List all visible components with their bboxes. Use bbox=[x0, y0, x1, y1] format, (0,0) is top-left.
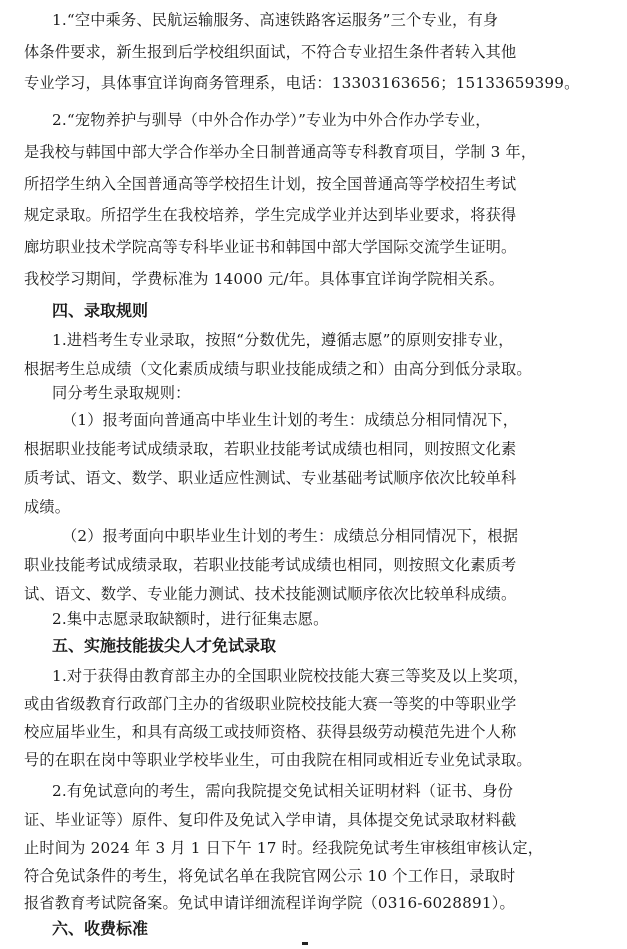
paragraph-line: 体条件要求，新生报到后学校组织面试，不符合专业招生条件者转入其他 bbox=[24, 43, 517, 61]
paragraph-line: 我校学习期间，学费标准为 14000 元/年。具体事宜详询学院相关系。 bbox=[24, 270, 505, 288]
paragraph-line: 是我校与韩国中部大学合作举办全日制普通高等专科教育项目，学制 3 年， bbox=[24, 143, 537, 161]
section-heading-fee-standard: 六、收费标准 bbox=[52, 919, 149, 938]
paragraph-line: 试、语文、数学、专业能力测试、技术技能测试顺序依次比较单科成绩。 bbox=[24, 585, 517, 603]
paragraph-line: 同分考生录取规则： bbox=[52, 384, 191, 402]
paragraph-line: 廊坊职业技术学院高等专科毕业证书和韩国中部大学国际交流学生证明。 bbox=[24, 238, 517, 256]
paragraph-line: 专业学习，具体事宜详询商务管理系，电话：13303163656；15133659399。 bbox=[24, 74, 580, 92]
paragraph-line: （1）报考面向普通高中毕业生计划的考生：成绩总分相同情况下， bbox=[62, 411, 519, 429]
paragraph-line: 1.进档考生专业录取，按照“分数优先，遵循志愿”的原则安排专业， bbox=[52, 331, 514, 349]
paragraph-line: 职业技能考试成绩录取，若职业技能考试成绩也相同，则按照文化素质考 bbox=[24, 556, 517, 574]
paragraph-line: 校应届毕业生，和具有高级工或技师资格、获得县级劳动模范先进个人称 bbox=[24, 723, 517, 741]
paragraph-line: 所招学生纳入全国普通高等学校招生计划，按全国普通高等学校招生考试 bbox=[24, 175, 517, 193]
paragraph-line: 止时间为 2024 年 3 月 1 日下午 17 时。经我院免试考生审核组审核认定， bbox=[24, 839, 544, 857]
paragraph-line: 或由省级教育行政部门主办的省级职业院校技能大赛一等奖的中等职业学 bbox=[24, 695, 517, 713]
paragraph-line: 1.对于获得由教育部主办的全国职业院校技能大赛三等奖及以上奖项， bbox=[52, 667, 529, 685]
page-edge-mark bbox=[302, 942, 308, 945]
paragraph-line: 号的在职在岗中等职业学校毕业生，可由我院在相同或相近专业免试录取。 bbox=[24, 751, 532, 769]
paragraph-line: 规定录取。所招学生在我校培养，学生完成学业并达到毕业要求，将获得 bbox=[24, 206, 517, 224]
paragraph-line: 2.“宠物养护与驯导（中外合作办学）”专业为中外合作办学专业， bbox=[52, 111, 491, 129]
section-heading-admission-rules: 四、录取规则 bbox=[52, 301, 149, 320]
paragraph-line: 符合免试条件的考生，将免试名单在我院官网公示 10 个工作日，录取时 bbox=[24, 867, 516, 885]
paragraph-line: 根据考生总成绩（文化素质成绩与职业技能成绩之和）由高分到低分录取。 bbox=[24, 360, 532, 378]
paragraph-line: 2.集中志愿录取缺额时，进行征集志愿。 bbox=[52, 610, 329, 628]
paragraph-line: （2）报考面向中职毕业生计划的考生：成绩总分相同情况下，根据 bbox=[62, 527, 519, 545]
paragraph-line: 质考试、语文、数学、职业适应性测试、专业基础考试顺序依次比较单科 bbox=[24, 469, 517, 487]
section-heading-exempt-admission: 五、实施技能拔尖人才免试录取 bbox=[52, 636, 277, 655]
paragraph-line: 根据职业技能考试成绩录取，若职业技能考试成绩也相同，则按照文化素 bbox=[24, 440, 517, 458]
paragraph-line: 证、毕业证等）原件、复印件及免试入学申请，具体提交免试录取材料截 bbox=[24, 811, 517, 829]
paragraph-line: 1.“空中乘务、民航运输服务、高速铁路客运服务”三个专业，有身 bbox=[52, 11, 499, 29]
paragraph-line: 成绩。 bbox=[24, 498, 71, 516]
paragraph-line: 报省教育考试院备案。免试申请详细流程详询学院（0316-6028891）。 bbox=[24, 894, 515, 912]
paragraph-line: 2.有免试意向的考生，需向我院提交免试相关证明材料（证书、身份 bbox=[52, 782, 514, 800]
